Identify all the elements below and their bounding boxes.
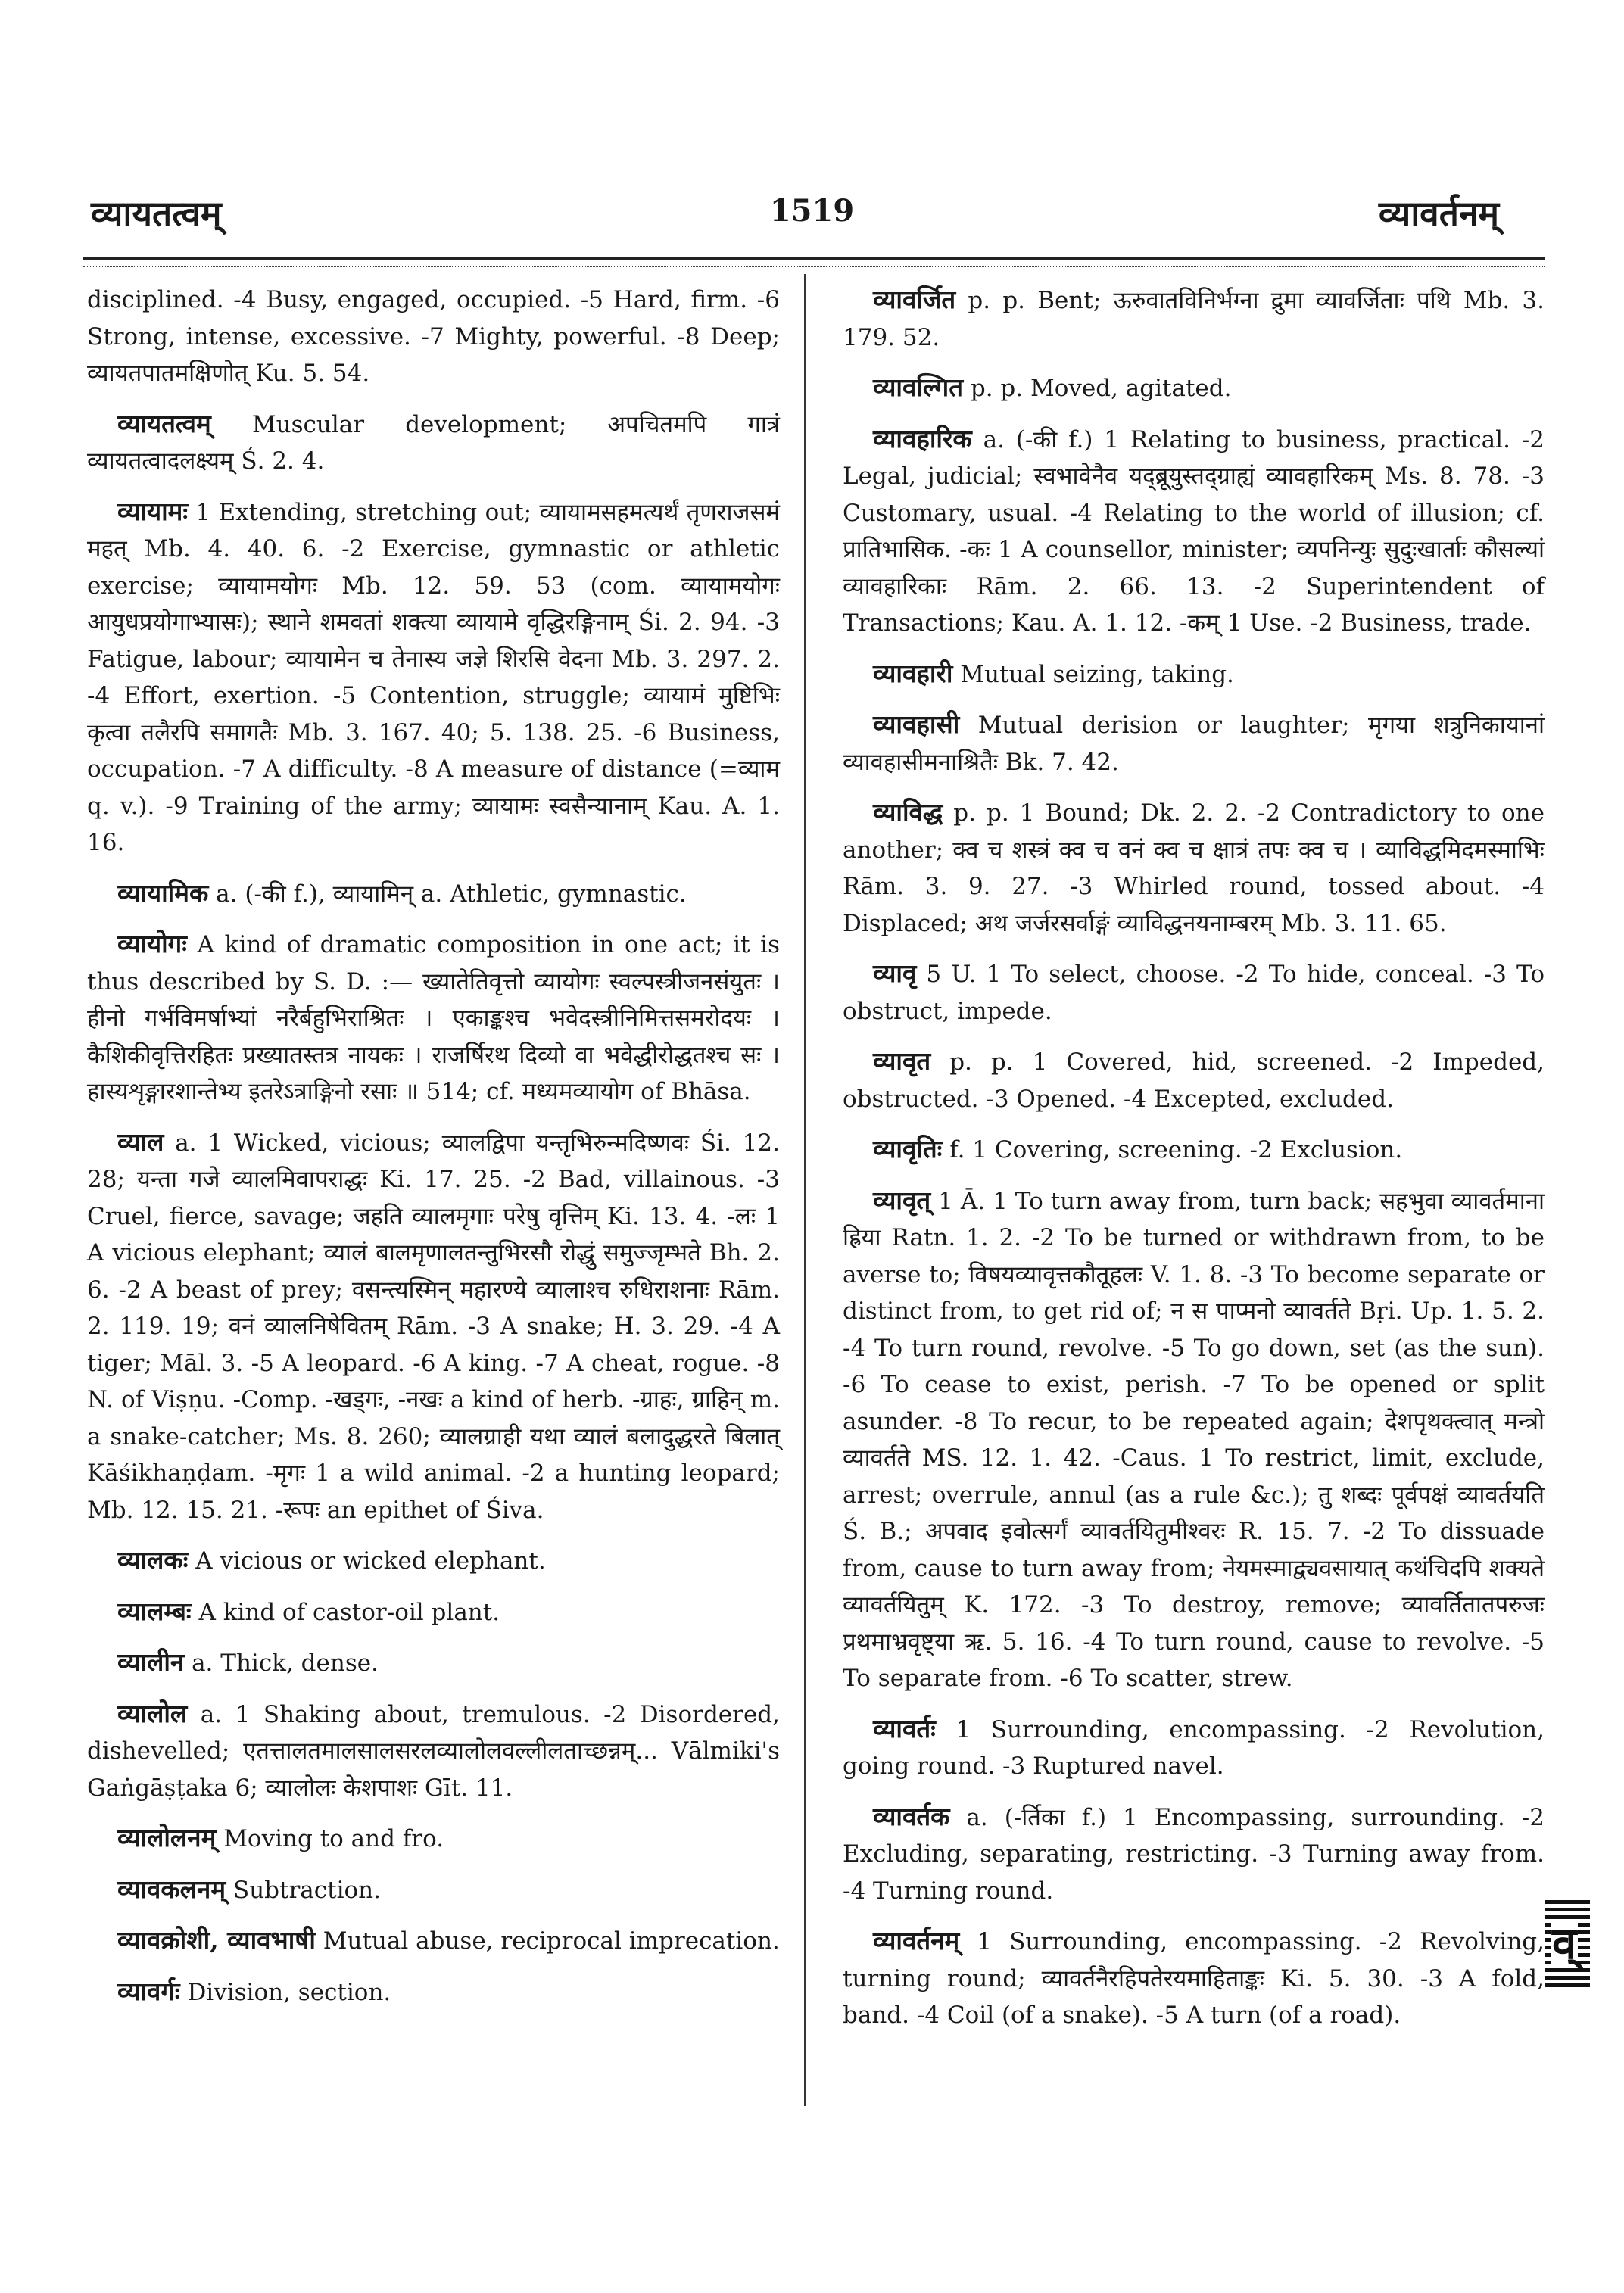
dictionary-entry [87,494,780,861]
entry-definition: 1 Extending, stretching out; व्यायामसहमत्यर्थं तृणराजसमं महत् Mb. 4. 40. 6. -2 Exercise, gymnastic or athletic exercise; व्यायामयोगः Mb. 12. 59. 53 (com. व्यायामयोगः आयुधप्रयोगाभ्यासः); स्थाने शमवतां शक्त्या व्यायामे वृद्धिरङ्गिनाम् Śi. 2. 94. -3 Fatigue, labour; व्यायामेन च तेनास्य जज्ञे शिरसि वेदना Mb. 3. 297. 2. -4 Effort, exertion. -5 Contention, struggle; व्यायामं मुष्टिभिः कृत्वा तलैरपि समागतैः Mb. 3. 167. 40; 5. 138. 25. -6 Business, occupation. -7 A difficulty. -8 A measure of distance (=व्याम q. v.). -9 Training of the army; व्यायामः स्वसैन्यानाम् Kau. A. 1. 16. [87,498,780,856]
entry-definition: 1 Ā. 1 To turn away from, turn back; सहभुवा व्यावर्तमाना ह्रिया Ratn. 1. 2. -2 To be turned or withdrawn from, to be averse to; विषयव्यावृत्तकौतूहलः V. 1. 8. -3 To become separate or distinct from, to get rid of; न स पाप्मनो व्यावर्तते Bṛi. Up. 1. 5. 2. -4 To turn round, revolve. -5 To go down, set (as the sun). -6 To cease to exist, perish. -7 To be opened or split asunder. -8 To recur, to be repeated again; देशपृथक्त्वात् मन्त्रो व्यावर्तते MS. 12. 1. 42. -Caus. 1 To restrict, limit, exclude, arrest; overrule, annul (as a rule &c.); तु शब्दः पूर्वपक्षं व्यावर्तयति Ś. B.; अपवाद इवोत्सर्गं व्यावर्तयितुमीश्वरः R. 15. 7. -2 To dissuade from, cause to turn away from; नेयमस्माद्व्यवसायात् कथंचिदपि शक्यते व्यावर्तयितुम् K. 172. -3 To destroy, remove; व्यावर्तितातपरुजः प्रथमाभ्रवृष्ट्या ऋ. 5. 16. -4 To turn round, cause to revolve. -5 To separate from. -6 To scatter, strew. [843,1187,1545,1692]
entry-definition: a. Thick, dense. [192,1650,379,1677]
header-rule [83,257,1545,260]
entry-headword: व्यालोल [117,1698,188,1728]
dictionary-entry [843,1043,1545,1117]
entry-definition: Division, section. [187,1978,391,2006]
dictionary-entry [87,282,780,392]
entry-headword: व्यावृत [873,1046,931,1076]
dictionary-entry [87,926,780,1111]
entry-definition: a. 1 Wicked, vicious; व्यालद्विपा यन्तृभिरुन्मदिष्णवः Śi. 12. 28; यन्ता गजे व्यालमिवापराद्धः Ki. 17. 25. -2 Bad, villainous. -3 Cruel, fierce, savage; जहति व्यालमृगाः परेषु वृत्तिम् Ki. 13. 4. -लः 1 A vicious elephant; व्यालं बालमृणालतन्तुभिरसौ रोद्धुं समुज्जृम्भते Bh. 2. 6. -2 A beast of prey; वसन्त्यस्मिन् महारण्ये व्यालाश्च रुधिराशनाः Rām. 2. 119. 19; वनं व्यालनिषेवितम् Rām. -3 A snake; H. 3. 29. -4 A tiger; Māl. 3. -5 A leopard. -6 A king. -7 A cheat, rogue. -8 N. of Viṣṇu. -Comp. -खड्गः, -नखः a kind of herb. -ग्राहः, ग्राहिन् m. a snake-catcher; Ms. 8. 260; व्यालग्राही यथा व्यालं बलादुद्धरते बिलात् Kāśikhaṇḍam. -मृगः 1 a wild animal. -2 a hunting leopard; Mb. 12. 15. 21. -रूपः an epithet of Śiva. [87,1129,780,1524]
entry-definition: A kind of dramatic composition in one act; it is thus described by S. D. :— ख्यातेतिवृत्तो व्यायोगः स्वल्पस्त्रीजनसंयुतः । हीनो गर्भविमर्षाभ्यां नरैर्बहुभिराश्रितः । एकाङ्कश्च भवेदस्त्रीनिमित्तसमरोदयः । कैशिकीवृत्तिरहितः प्रख्यातस्तत्र नायकः । राजर्षिरथ दिव्यो वा भवेद्धीरोद्धतश्च सः । हास्यशृङ्गारशान्तेभ्य इतरेऽत्राङ्गिनो रसाः ॥ 514; cf. मध्यमव्यायोग of Bhāsa. [87,931,781,1105]
dictionary-entry [87,1922,780,1960]
dictionary-entry [843,1923,1545,2034]
entry-headword: व्यायतत्वम् [117,408,211,438]
entry-headword: व्यावहारिक [873,423,972,453]
entry-headword: व्यायामः [117,496,189,526]
entry-headword: व्यावृत् [873,1185,931,1215]
dictionary-entry [843,1711,1545,1785]
entry-headword: व्याविद्ध [873,797,943,827]
entry-headword: व्यायोगः [117,929,187,958]
dictionary-entry [843,1799,1545,1910]
right-guide-word: व्यावर्तनम् [1378,193,1499,234]
dictionary-entry [87,1644,780,1682]
entry-definition: a. (-की f.) 1 Relating to business, practical. -2 Legal, judicial; स्वभावेनैव यद्ब्रूयुस्तद्ग्राह्यं व्यावहारिकम् Ms. 8. 78. -3 Customary, usual. -4 Relating to the world of illusion; cf. प्रातिभासिक. -कः 1 A counsellor, minister; व्यपनिन्युः सुदुःखार्ताः कौसल्यां व्यावहारिकाः Rām. 2. 66. 13. -2 Superintendent of Transactions; Kau. A. 1. 12. -कम् 1 Use. -2 Business, trade. [843,425,1545,637]
dictionary-entry [87,1124,780,1529]
dictionary-entry [87,1871,780,1909]
entry-definition: Mutual derision or laughter; मृगया शत्रुनिकायानां व्यावहासीमनाश्रितैः Bk. 7. 42. [843,712,1545,776]
dictionary-entry [87,1542,780,1580]
thumb-index-tab [1545,1900,1624,1989]
entry-definition: f. 1 Covering, screening. -2 Exclusion. [949,1136,1403,1164]
dictionary-entry [843,955,1545,1030]
dictionary-entry [843,1131,1545,1169]
entry-definition: A vicious or wicked elephant. [195,1547,546,1575]
entry-definition: A kind of castor-oil plant. [198,1598,500,1626]
entry-definition: a. (-र्तिका f.) 1 Encompassing, surrounding. -2 Excluding, separating, restricting. -3 Turning away from. -4 Turning round. [843,1803,1545,1905]
entry-definition: Subtraction. [232,1876,381,1904]
page-number: 1519 [769,193,855,229]
thumb-index-letter: व् [1552,1918,1577,1969]
page-header [0,0,1624,273]
entry-definition: p. p. Bent; ऊरुवातविनिर्भग्ना द्रुमा व्यावर्जिताः पथि Mb. 3. 179. 52. [843,287,1545,351]
entry-headword: व्यावृतिः [873,1134,943,1164]
entry-headword: व्यालोलनम् [117,1823,217,1852]
entry-headword: व्यावल्गित [873,372,963,402]
entry-headword: व्यावर्तनम् [873,1926,960,1955]
dictionary-entry [87,406,780,480]
entry-definition: p. p. 1 Covered, hid, screened. -2 Impeded, obstructed. -3 Opened. -4 Excepted, excluded. [843,1048,1545,1113]
entry-definition: p. p. 1 Bound; Dk. 2. 2. -2 Contradictory to one another; क्व च शस्त्रं क्व च वनं क्व च क्षात्रं तपः क्व च । व्याविद्धमिदमस्माभिः Rām. 3. 9. 27. -3 Whirled round, tossed about. -4 Displaced; अथ जर्जरसर्वाङ्गं व्याविद्धनयनाम्बरम् Mb. 3. 11. 65. [843,799,1545,937]
entry-definition: Moving to and fro. [223,1825,444,1852]
entry-headword: व्यालीन [117,1647,185,1677]
dictionary-entry [843,282,1545,356]
entry-headword: व्यावहासी [873,709,960,739]
dictionary-entry [87,1594,780,1631]
column-divider [804,274,806,2106]
entry-headword: व्यावृ [873,958,917,988]
dictionary-entry [843,794,1545,942]
entry-headword: व्यावहारी [873,658,953,688]
entry-definition: a. 1 Shaking about, tremulous. -2 Disordered, dishevelled; एतत्तालतमालसालसरलव्यालोलवल्लीलताच्छन्नम्... Vālmiki's Gaṅgāṣṭaka 6; व्यालोलः केशपाशः Gīt. 11. [87,1700,780,1802]
dictionary-entry [843,706,1545,780]
entry-headword: व्यावर्जित [873,285,956,314]
dictionary-entry [843,1182,1545,1697]
entry-headword: व्यावर्गः [117,1976,180,2006]
header-dotted-rule [83,266,1545,267]
entry-headword: व्यावकलनम् [117,1874,226,1904]
entry-definition: 1 Surrounding, encompassing. -2 Revolution, going round. -3 Ruptured navel. [843,1715,1545,1780]
left-guide-word: व्यायतत्वम् [91,193,222,234]
entry-headword: व्यालकः [117,1545,189,1575]
entry-headword: व्यावर्तः [873,1713,936,1743]
entry-definition: Mutual seizing, taking. [960,660,1234,688]
dictionary-entry [843,421,1545,642]
entry-headword: व्यावक्रोशी, व्यावभाषी [117,1925,316,1955]
entry-definition: disciplined. -4 Busy, engaged, occupied. -5 Hard, firm. -6 Strong, intense, excessive. -7 Mighty, powerful. -8 Deep; व्यायतपातमक्षिणोत् Ku. 5. 54. [87,286,780,387]
dictionary-entry [87,875,780,913]
dictionary-entry [87,1696,780,1807]
dictionary-entry [87,1820,780,1858]
entry-definition: Mutual abuse, reciprocal imprecation. [323,1927,780,1955]
dictionary-entry [843,369,1545,407]
entry-definition: 5 U. 1 To select, choose. -2 To hide, conceal. -3 To obstruct, impede. [843,961,1545,1025]
dictionary-entry [87,1974,780,2011]
left-column [87,282,780,2024]
right-column [843,282,1545,2048]
entry-definition: a. (-की f.), व्यायामिन् a. Athletic, gymnastic. [216,880,687,908]
entry-definition: p. p. Moved, agitated. [970,375,1232,402]
dictionary-entry [843,656,1545,693]
entry-definition: 1 Surrounding, encompassing. -2 Revolving, turning round; व्यावर्तनैरहिपतेरयमाहिताङ्कः Ki. 5. 30. -3 A fold, band. -4 Coil (of a snake). -5 A turn (of a road). [843,1928,1545,2029]
entry-headword: व्याल [117,1126,164,1157]
entry-definition: Muscular development; अपचितमपि गात्रं व्यायतत्वादलक्ष्यम् Ś. 2. 4. [87,410,780,475]
entry-headword: व्यायामिक [117,877,209,908]
entry-headword: व्यावर्तक [873,1801,950,1831]
entry-headword: व्यालम्बः [117,1596,192,1626]
